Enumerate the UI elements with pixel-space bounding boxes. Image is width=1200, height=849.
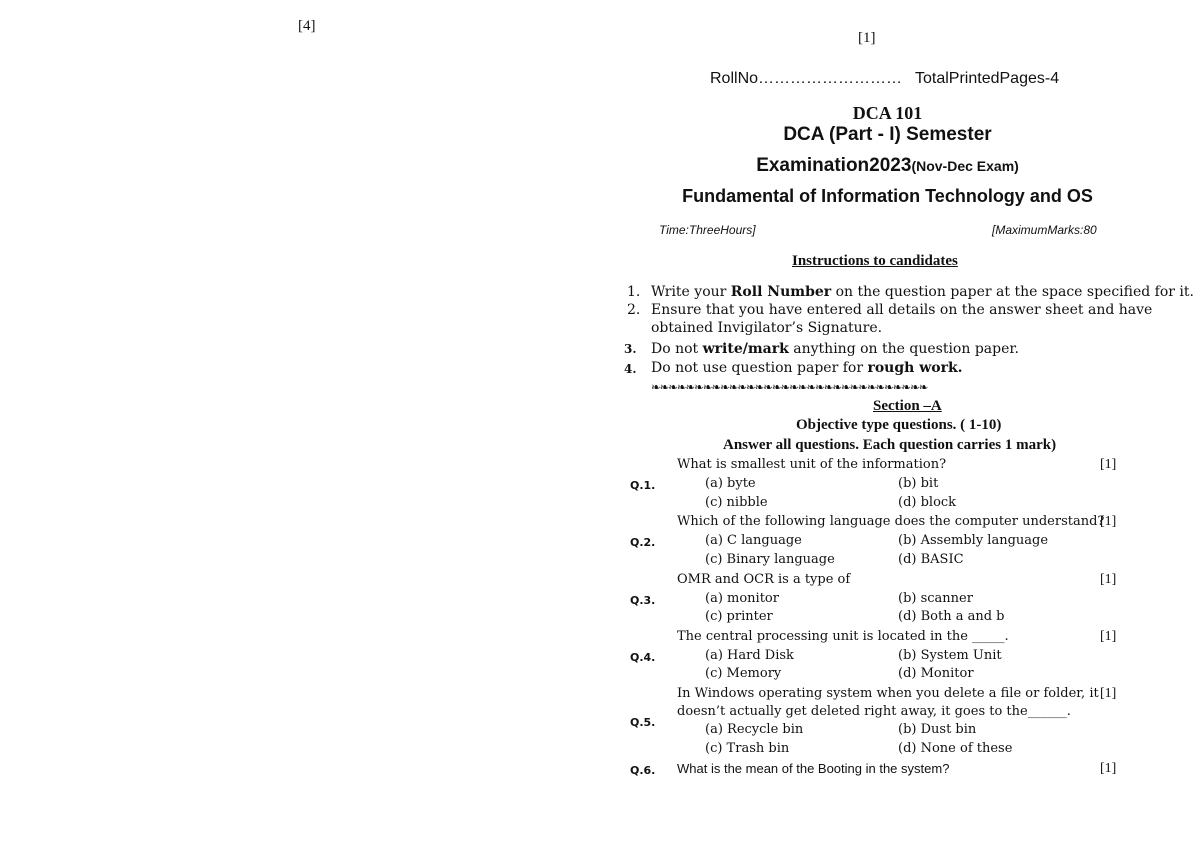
instructions-heading: Instructions to candidates xyxy=(792,253,958,269)
question-1-text: What is smallest unit of the information? xyxy=(677,457,947,472)
question-2-option-b: (b) Assembly language xyxy=(898,533,1049,548)
question-5-option-d: (d) None of these xyxy=(898,741,1013,756)
question-3-option-b: (b) scanner xyxy=(898,591,973,606)
question-5-option-a: (a) Recycle bin xyxy=(705,722,804,737)
instruction-3-number: 3. xyxy=(624,342,637,356)
exam-title xyxy=(0,155,1200,177)
exam-sub: (Nov-Dec Exam) xyxy=(911,158,1019,174)
question-3-mark: [1] xyxy=(1100,572,1117,587)
time-duration: Time:ThreeHours] xyxy=(659,223,756,237)
question-5-text-cont: doesn’t actually get deleted right away, it goes to the______. xyxy=(677,704,1071,719)
question-2-mark: [1] xyxy=(1100,514,1117,529)
question-1-option-c: (c) nibble xyxy=(705,495,768,510)
section-subtitle-1: Objective type questions. ( 1-10) xyxy=(796,417,1002,433)
question-5-option-c: (c) Trash bin xyxy=(705,741,790,756)
right-page-number: [1] xyxy=(858,30,876,46)
instruction-1: Write your Roll Number on the question paper at the space specified for it. xyxy=(651,284,1194,300)
question-3-label: Q.3. xyxy=(630,594,656,607)
question-1-mark: [1] xyxy=(1100,457,1117,472)
question-5-mark: [1] xyxy=(1100,686,1117,701)
question-4-mark: [1] xyxy=(1100,629,1117,644)
left-page-number: [4] xyxy=(298,18,316,34)
section-title: Section –A xyxy=(873,398,942,414)
question-5-text: In Windows operating system when you delete a file or folder, it xyxy=(677,686,1099,701)
instruction-2-cont: obtained Invigilator’s Signature. xyxy=(651,320,883,336)
question-6-label: Q.6. xyxy=(630,764,656,777)
section-subtitle-2: Answer all questions. Each question carries 1 mark) xyxy=(723,437,1057,453)
question-6-mark: [1] xyxy=(1100,761,1117,776)
instruction-2: Ensure that you have entered all details on the answer sheet and have xyxy=(651,302,1153,318)
question-2-label: Q.2. xyxy=(630,536,656,549)
question-2-option-c: (c) Binary language xyxy=(705,552,835,567)
question-1-label: Q.1. xyxy=(630,479,656,492)
question-6-text: What is the mean of the Booting in the system? xyxy=(677,761,950,776)
question-4-text: The central processing unit is located in the _____. xyxy=(677,629,1009,644)
course-code: DCA 101 xyxy=(852,103,923,123)
question-4-option-c: (c) Memory xyxy=(705,666,782,681)
question-1-option-d: (d) block xyxy=(898,495,957,510)
question-3-option-a: (a) monitor xyxy=(705,591,779,606)
maximum-marks: [MaximumMarks:80 xyxy=(992,223,1097,237)
question-4-option-a: (a) Hard Disk xyxy=(705,648,794,663)
question-3-option-c: (c) printer xyxy=(705,609,773,624)
question-3-option-d: (d) Both a and b xyxy=(898,609,1005,624)
instruction-2-number: 2. xyxy=(627,302,641,318)
decorative-divider: ❧❧❧❧❧❧❧❧❧❧❧❧❧❧❧❧❧❧❧❧❧❧❧❧❧❧❧❧❧❧❧❧ xyxy=(651,382,928,394)
instruction-4: Do not use question paper for rough work. xyxy=(651,360,963,376)
question-2-text: Which of the following language does the computer understand? xyxy=(677,514,1105,529)
question-5-option-b: (b) Dust bin xyxy=(898,722,977,737)
course-title: DCA (Part - I) Semester xyxy=(783,124,992,145)
total-printed-pages: TotalPrintedPages-4 xyxy=(915,70,1060,87)
exam-main: Examination2023 xyxy=(756,155,912,176)
question-2-option-a: (a) C language xyxy=(705,533,802,548)
roll-number: RollNo……………………… xyxy=(710,70,903,87)
question-1-option-a: (a) byte xyxy=(705,476,756,491)
instruction-4-number: 4. xyxy=(624,362,637,376)
question-5-label: Q.5. xyxy=(630,716,656,729)
question-4-option-b: (b) System Unit xyxy=(898,648,1002,663)
instruction-3: Do not write/mark anything on the question paper. xyxy=(651,341,1019,357)
subject-title: Fundamental of Information Technology and OS xyxy=(682,186,1093,206)
question-4-label: Q.4. xyxy=(630,651,656,664)
question-3-text: OMR and OCR is a type of xyxy=(677,572,851,587)
question-1-option-b: (b) bit xyxy=(898,476,939,491)
question-4-option-d: (d) Monitor xyxy=(898,666,974,681)
question-2-option-d: (d) BASIC xyxy=(898,552,964,567)
instruction-1-number: 1. xyxy=(627,284,641,300)
